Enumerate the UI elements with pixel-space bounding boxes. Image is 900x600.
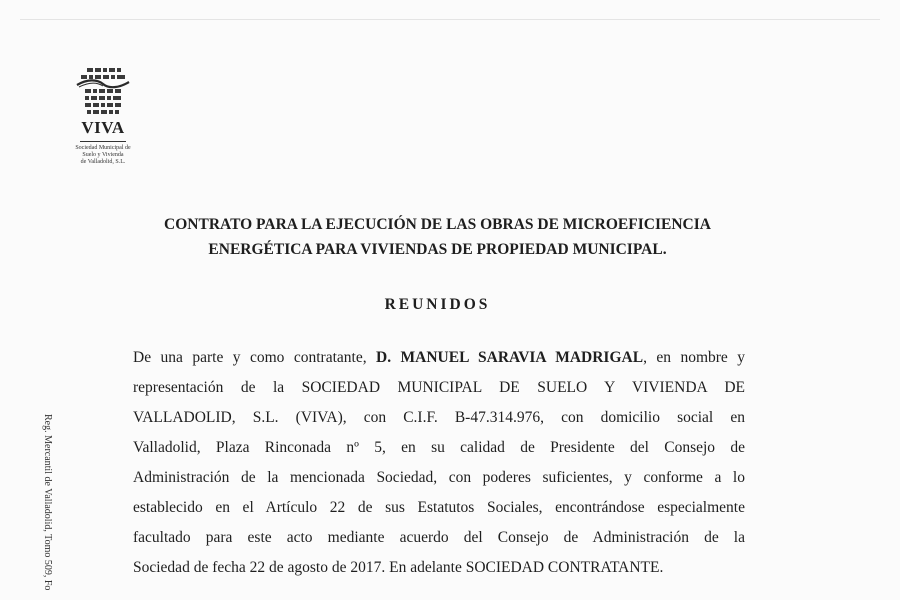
paragraph-line: representación de la SOCIEDAD MUNICIPAL DE SUELO Y VIVIENDA DE [133,379,745,396]
paragraph-line: Valladolid, Plaza Rinconada nº 5, en su calidad de Presidente del Consejo de [133,439,745,456]
logo-subtitle-line: Suelo y Vivienda [82,152,124,158]
contract-title-line-2: ENERGÉTICA PARA VIVIENDAS DE PROPIEDAD MUNICIPAL. [208,241,667,258]
logo-name: VIVA [81,118,125,137]
paragraph-line: establecido en el Artículo 22 de sus Estatutos Sociales, encontrándose especialmente [133,499,745,516]
paragraph-line: Administración de la mencionada Sociedad, con poderes suficientes, y conforme a lo [133,469,745,486]
contract-title-line-1: CONTRATO PARA LA EJECUCIÓN DE LAS OBRAS DE MICROEFICIENCIA [164,216,711,233]
paragraph-text: De una parte y como contratante, [133,349,377,366]
registry-side-note: Reg. Mercantil de Valladolid, Tomo 509, Fo [42,414,53,591]
viva-logo [68,66,138,166]
paragraph-line: Sociedad de fecha 22 de agosto de 2017. En adelante SOCIEDAD CONTRATANTE. [133,559,664,576]
section-heading: REUNIDOS [384,296,491,313]
parties-paragraph [133,343,745,583]
logo-subtitle-line: de Valladolid, S.L. [80,159,126,165]
logo-subtitle-line: Sociedad Municipal de [75,145,131,151]
logo-divider [80,141,126,142]
contract-title [100,212,775,262]
viva-logo-mark-icon [75,66,131,116]
paragraph-line: VALLADOLID, S.L. (VIVA), con C.I.F. B-47.314.976, con domicilio social en [133,409,745,426]
paragraph-line: facultado para este acto mediante acuerdo del Consejo de Administración de la [133,529,745,546]
contractor-name: D. MANUEL SARAVIA MADRIGAL [376,349,644,366]
paragraph-text: , en nombre y [643,349,746,366]
page-top-edge [20,19,880,20]
logo-subtitle [68,145,138,166]
paragraph-line [133,343,745,373]
